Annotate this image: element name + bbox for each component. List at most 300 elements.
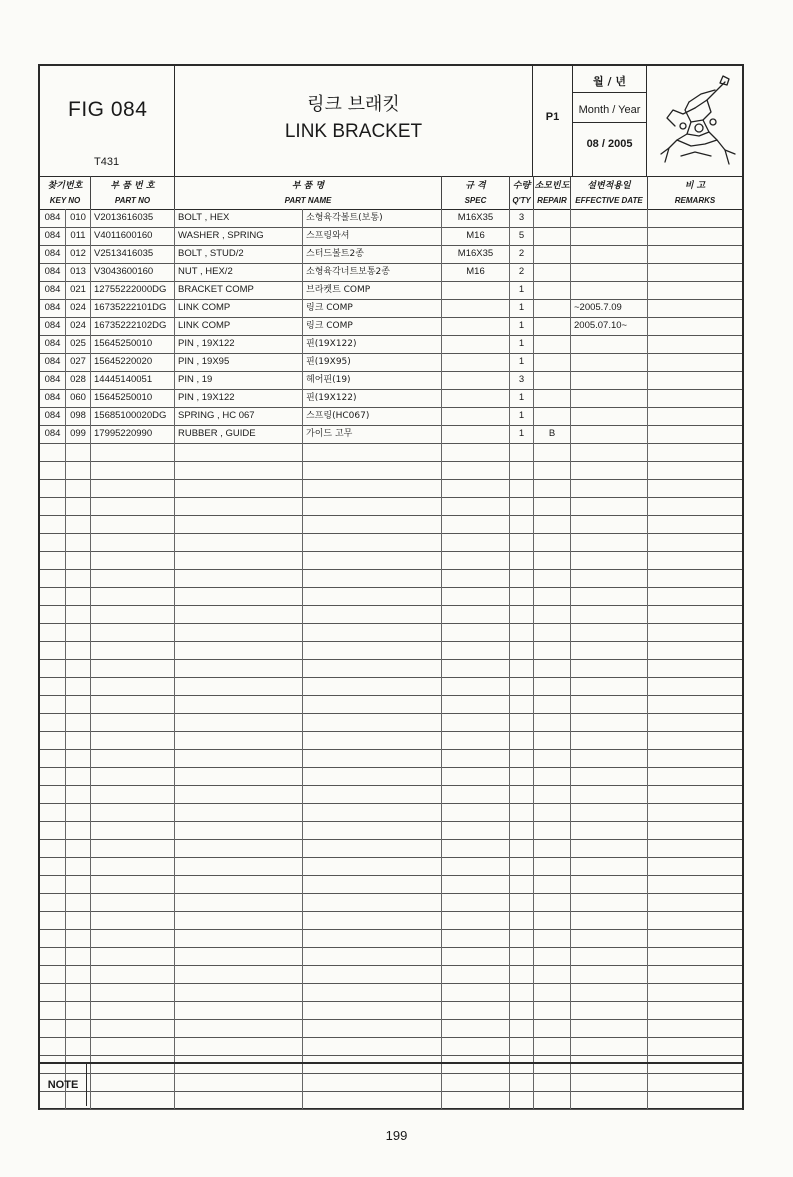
key-no-cell <box>66 569 91 587</box>
key-no-cell: 012 <box>66 245 91 263</box>
spec-cell <box>442 497 510 515</box>
parts-list-frame <box>38 64 744 1110</box>
part-name-en-cell <box>175 515 303 533</box>
part-name-en-cell: NUT , HEX/2 <box>175 263 303 281</box>
effective-date-cell <box>571 605 648 623</box>
repair-cell <box>534 623 571 641</box>
part-name-ko-cell: 핀(19X122) <box>303 389 442 407</box>
page-number: 199 <box>385 1128 408 1143</box>
effective-date-cell <box>571 263 648 281</box>
col-key-no <box>40 176 91 209</box>
part-no-cell <box>91 767 175 785</box>
remarks-cell <box>648 245 742 263</box>
effective-date-cell <box>571 551 648 569</box>
spec-cell <box>442 803 510 821</box>
empty-table-row <box>40 731 742 750</box>
empty-table-row <box>40 767 742 786</box>
spec-cell <box>442 911 510 929</box>
empty-table-row <box>40 947 742 966</box>
qty-cell <box>510 479 534 497</box>
effective-date-cell <box>571 371 648 389</box>
qty-cell: 2 <box>510 245 534 263</box>
col-key-no-en: KEY NO <box>49 196 81 205</box>
part-no-cell: V2013616035 <box>91 209 175 227</box>
effective-date-cell <box>571 767 648 785</box>
month-year-cell <box>573 66 647 176</box>
part-name-ko-cell <box>303 785 442 803</box>
part-no-cell: 12755222000DG <box>91 281 175 299</box>
effective-date-cell <box>571 1037 648 1055</box>
effective-date-cell <box>571 515 648 533</box>
effective-date-cell <box>571 497 648 515</box>
effective-date-cell <box>571 731 648 749</box>
repair-cell <box>534 911 571 929</box>
effective-date-cell <box>571 623 648 641</box>
remarks-cell <box>648 263 742 281</box>
empty-table-row <box>40 569 742 588</box>
part-name-en-cell <box>175 767 303 785</box>
empty-table-row <box>40 1019 742 1038</box>
spec-cell <box>442 425 510 443</box>
empty-table-row <box>40 623 742 642</box>
spec-cell <box>442 299 510 317</box>
qty-cell: 3 <box>510 209 534 227</box>
repair-cell <box>534 533 571 551</box>
spec-cell <box>442 965 510 983</box>
remarks-cell <box>648 209 742 227</box>
part-name-ko-cell <box>303 875 442 893</box>
part-name-en-cell <box>175 605 303 623</box>
key-no-cell <box>66 659 91 677</box>
part-no-cell <box>91 731 175 749</box>
part-name-en-cell <box>175 497 303 515</box>
fig-cell <box>40 443 66 461</box>
part-name-en-cell <box>175 713 303 731</box>
part-name-ko-cell <box>303 857 442 875</box>
col-part-name-en: PART NAME <box>284 196 332 205</box>
part-name-ko-cell <box>303 947 442 965</box>
part-no-cell <box>91 551 175 569</box>
repair-cell <box>534 677 571 695</box>
part-name-en-cell <box>175 893 303 911</box>
key-no-cell: 098 <box>66 407 91 425</box>
key-no-cell <box>66 1019 91 1037</box>
spec-cell <box>442 767 510 785</box>
part-name-en-cell <box>175 623 303 641</box>
remarks-cell <box>648 1001 742 1019</box>
part-name-en-cell <box>175 929 303 947</box>
key-no-cell <box>66 785 91 803</box>
repair-cell <box>534 695 571 713</box>
effective-date-cell <box>571 803 648 821</box>
part-name-ko-cell <box>303 659 442 677</box>
remarks-cell <box>648 623 742 641</box>
fig-cell <box>40 497 66 515</box>
key-no-cell: 024 <box>66 317 91 335</box>
empty-table-row <box>40 911 742 930</box>
key-no-cell: 099 <box>66 425 91 443</box>
part-name-en-cell <box>175 641 303 659</box>
effective-date-cell <box>571 407 648 425</box>
repair-cell <box>534 947 571 965</box>
qty-cell <box>510 713 534 731</box>
key-no-cell <box>66 893 91 911</box>
divider <box>573 92 646 93</box>
key-no-cell <box>66 875 91 893</box>
spec-cell <box>442 839 510 857</box>
repair-cell <box>534 461 571 479</box>
repair-cell <box>534 227 571 245</box>
empty-table-row <box>40 785 742 804</box>
fig-cell: 084 <box>40 335 66 353</box>
empty-table-row <box>40 515 742 534</box>
page-code: P1 <box>545 111 560 123</box>
effective-date-cell <box>571 947 648 965</box>
empty-table-row <box>40 497 742 516</box>
part-no-cell <box>91 875 175 893</box>
part-name-ko-cell <box>303 515 442 533</box>
part-name-en-cell <box>175 1019 303 1037</box>
spec-cell <box>442 605 510 623</box>
col-repair-ko: 소모빈도 <box>534 181 570 191</box>
remarks-cell <box>648 713 742 731</box>
key-no-cell <box>66 713 91 731</box>
key-no-cell <box>66 857 91 875</box>
effective-date-cell <box>571 875 648 893</box>
part-name-en-cell: WASHER , SPRING <box>175 227 303 245</box>
part-no-cell <box>91 1037 175 1055</box>
part-name-en-cell <box>175 443 303 461</box>
remarks-cell <box>648 227 742 245</box>
empty-table-row <box>40 821 742 840</box>
part-no-cell <box>91 641 175 659</box>
qty-cell <box>510 983 534 1001</box>
qty-cell <box>510 893 534 911</box>
qty-cell <box>510 461 534 479</box>
spec-cell <box>442 353 510 371</box>
part-name-en-cell <box>175 839 303 857</box>
effective-date-cell <box>571 227 648 245</box>
part-no-cell: V3043600160 <box>91 263 175 281</box>
key-no-cell <box>66 479 91 497</box>
part-no-cell <box>91 857 175 875</box>
effective-date-cell <box>571 245 648 263</box>
remarks-cell <box>648 425 742 443</box>
spec-cell <box>442 443 510 461</box>
key-no-cell: 024 <box>66 299 91 317</box>
repair-cell <box>534 965 571 983</box>
key-no-cell: 021 <box>66 281 91 299</box>
effective-date-cell <box>571 1001 648 1019</box>
remarks-cell <box>648 371 742 389</box>
fig-cell <box>40 839 66 857</box>
fig-cell: 084 <box>40 371 66 389</box>
key-no-cell <box>66 641 91 659</box>
part-name-en-cell: SPRING , HC 067 <box>175 407 303 425</box>
qty-cell <box>510 875 534 893</box>
spec-cell <box>442 317 510 335</box>
col-qty <box>510 176 534 209</box>
key-no-cell <box>66 587 91 605</box>
repair-cell <box>534 281 571 299</box>
key-no-cell <box>66 461 91 479</box>
qty-cell <box>510 803 534 821</box>
spec-cell <box>442 335 510 353</box>
remarks-cell <box>648 965 742 983</box>
effective-date-cell <box>571 749 648 767</box>
qty-cell <box>510 443 534 461</box>
key-no-cell <box>66 533 91 551</box>
part-no-cell <box>91 533 175 551</box>
fig-code: T431 <box>94 156 120 168</box>
part-name-en-cell: PIN , 19X122 <box>175 335 303 353</box>
key-no-cell <box>66 731 91 749</box>
part-no-cell <box>91 911 175 929</box>
qty-cell <box>510 695 534 713</box>
part-name-ko-cell <box>303 677 442 695</box>
col-spec-ko: 규 격 <box>465 181 486 191</box>
fig-cell <box>40 911 66 929</box>
remarks-cell <box>648 1019 742 1037</box>
col-key-no-ko: 찾기번호 <box>47 181 83 191</box>
repair-cell <box>534 263 571 281</box>
qty-cell <box>510 515 534 533</box>
effective-date-cell <box>571 983 648 1001</box>
spec-cell <box>442 857 510 875</box>
table-row <box>40 227 742 246</box>
table-row <box>40 209 742 228</box>
empty-table-row <box>40 605 742 624</box>
empty-table-row <box>40 1037 742 1056</box>
effective-date-cell: 2005.07.10~ <box>571 317 648 335</box>
part-name-ko-cell <box>303 695 442 713</box>
part-no-cell <box>91 479 175 497</box>
remarks-cell <box>648 479 742 497</box>
part-no-cell <box>91 839 175 857</box>
remarks-cell <box>648 875 742 893</box>
spec-cell: M16 <box>442 227 510 245</box>
effective-date-cell <box>571 641 648 659</box>
part-name-ko-cell: 가이드 고무 <box>303 425 442 443</box>
part-name-ko-cell <box>303 569 442 587</box>
qty-cell <box>510 605 534 623</box>
spec-cell: M16X35 <box>442 209 510 227</box>
spec-cell <box>442 371 510 389</box>
remarks-cell <box>648 839 742 857</box>
repair-cell <box>534 209 571 227</box>
col-qty-en: Q'TY <box>512 196 531 205</box>
part-name-ko-cell <box>303 641 442 659</box>
part-name-en-cell <box>175 587 303 605</box>
qty-cell <box>510 659 534 677</box>
empty-table-row <box>40 893 742 912</box>
part-name-en-cell <box>175 1037 303 1055</box>
part-name-en-cell <box>175 731 303 749</box>
qty-cell <box>510 533 534 551</box>
qty-cell <box>510 623 534 641</box>
spec-cell <box>442 389 510 407</box>
fig-cell <box>40 623 66 641</box>
part-no-cell <box>91 749 175 767</box>
empty-table-row <box>40 857 742 876</box>
fig-cell <box>40 569 66 587</box>
qty-cell <box>510 551 534 569</box>
part-name-ko-cell <box>303 767 442 785</box>
spec-cell <box>442 641 510 659</box>
remarks-cell <box>648 497 742 515</box>
key-no-cell <box>66 605 91 623</box>
part-name-en-cell: BRACKET COMP <box>175 281 303 299</box>
repair-cell <box>534 245 571 263</box>
empty-table-row <box>40 713 742 732</box>
repair-cell <box>534 1037 571 1055</box>
fig-cell: 084 <box>40 209 66 227</box>
col-repair-en: REPAIR <box>537 196 567 205</box>
fig-cell <box>40 803 66 821</box>
qty-cell <box>510 1037 534 1055</box>
qty-cell <box>510 965 534 983</box>
table-row <box>40 317 742 336</box>
repair-cell <box>534 407 571 425</box>
part-name-en-cell <box>175 695 303 713</box>
qty-cell <box>510 677 534 695</box>
divider <box>573 122 646 123</box>
part-name-en-cell <box>175 947 303 965</box>
key-no-cell: 060 <box>66 389 91 407</box>
effective-date-cell <box>571 821 648 839</box>
key-no-cell <box>66 803 91 821</box>
key-no-cell <box>66 551 91 569</box>
qty-cell <box>510 1019 534 1037</box>
spec-cell: M16X35 <box>442 245 510 263</box>
fig-cell <box>40 641 66 659</box>
repair-cell <box>534 767 571 785</box>
key-no-cell <box>66 749 91 767</box>
key-no-cell <box>66 443 91 461</box>
fig-cell <box>40 605 66 623</box>
part-name-en-cell: PIN , 19X122 <box>175 389 303 407</box>
fig-cell <box>40 947 66 965</box>
remarks-cell <box>648 803 742 821</box>
spec-cell <box>442 1037 510 1055</box>
part-no-cell: 15645250010 <box>91 335 175 353</box>
excavator-attachment-icon <box>655 70 739 170</box>
empty-table-row <box>40 983 742 1002</box>
part-name-ko-cell <box>303 803 442 821</box>
part-no-cell: V2513416035 <box>91 245 175 263</box>
fig-cell <box>40 749 66 767</box>
effective-date-cell <box>571 443 648 461</box>
key-no-cell <box>66 515 91 533</box>
qty-cell <box>510 497 534 515</box>
effective-date-cell <box>571 839 648 857</box>
col-repair <box>534 176 571 209</box>
col-part-no-en: PART NO <box>114 196 151 205</box>
empty-table-row <box>40 479 742 498</box>
remarks-cell <box>648 821 742 839</box>
remarks-cell <box>648 695 742 713</box>
empty-table-row <box>40 875 742 894</box>
spec-cell <box>442 281 510 299</box>
effective-date-cell <box>571 425 648 443</box>
fig-cell: 084 <box>40 299 66 317</box>
part-no-cell <box>91 659 175 677</box>
part-name-ko-cell: 링크 COMP <box>303 299 442 317</box>
month-year-label-en: Month / Year <box>578 104 641 116</box>
table-row <box>40 371 742 390</box>
effective-date-cell <box>571 461 648 479</box>
qty-cell: 2 <box>510 263 534 281</box>
fig-cell: 084 <box>40 407 66 425</box>
key-no-cell <box>66 497 91 515</box>
effective-date-cell <box>571 389 648 407</box>
repair-cell <box>534 551 571 569</box>
remarks-cell <box>648 749 742 767</box>
note-label: NOTE <box>40 1064 87 1106</box>
qty-cell <box>510 569 534 587</box>
part-name-ko-cell: 스터드볼트2종 <box>303 245 442 263</box>
part-no-cell: V4011600160 <box>91 227 175 245</box>
effective-date-cell <box>571 677 648 695</box>
part-name-ko-cell <box>303 605 442 623</box>
fig-cell <box>40 479 66 497</box>
part-name-en-cell <box>175 461 303 479</box>
part-no-cell <box>91 929 175 947</box>
qty-cell <box>510 857 534 875</box>
part-name-ko-cell <box>303 461 442 479</box>
part-name-ko-cell: 헤어핀(19) <box>303 371 442 389</box>
key-no-cell: 011 <box>66 227 91 245</box>
repair-cell <box>534 353 571 371</box>
part-no-cell: 14445140051 <box>91 371 175 389</box>
table-row <box>40 353 742 372</box>
key-no-cell <box>66 839 91 857</box>
fig-cell <box>40 1001 66 1019</box>
fig-cell: 084 <box>40 227 66 245</box>
qty-cell <box>510 785 534 803</box>
part-name-en-cell <box>175 569 303 587</box>
part-no-cell: 15685100020DG <box>91 407 175 425</box>
key-no-cell <box>66 1037 91 1055</box>
spec-cell <box>442 1001 510 1019</box>
part-name-en-cell: PIN , 19X95 <box>175 353 303 371</box>
part-name-ko-cell: 스프링(HC067) <box>303 407 442 425</box>
key-no-cell: 025 <box>66 335 91 353</box>
effective-date-cell: ~2005.7.09 <box>571 299 648 317</box>
fig-cell: 084 <box>40 353 66 371</box>
spec-cell <box>442 731 510 749</box>
remarks-cell <box>648 533 742 551</box>
remarks-cell <box>648 281 742 299</box>
fig-cell <box>40 821 66 839</box>
title-english: LINK BRACKET <box>284 121 423 142</box>
key-no-cell <box>66 911 91 929</box>
col-effective-ko: 설변적용일 <box>587 181 631 191</box>
part-no-cell <box>91 893 175 911</box>
repair-cell <box>534 803 571 821</box>
part-name-ko-cell <box>303 929 442 947</box>
remarks-cell <box>648 677 742 695</box>
part-no-cell <box>91 677 175 695</box>
remarks-cell <box>648 443 742 461</box>
qty-cell <box>510 821 534 839</box>
qty-cell: 1 <box>510 353 534 371</box>
fig-cell <box>40 1019 66 1037</box>
qty-cell: 1 <box>510 281 534 299</box>
part-name-ko-cell <box>303 587 442 605</box>
part-no-cell: 15645220020 <box>91 353 175 371</box>
logo-cell <box>647 66 742 176</box>
